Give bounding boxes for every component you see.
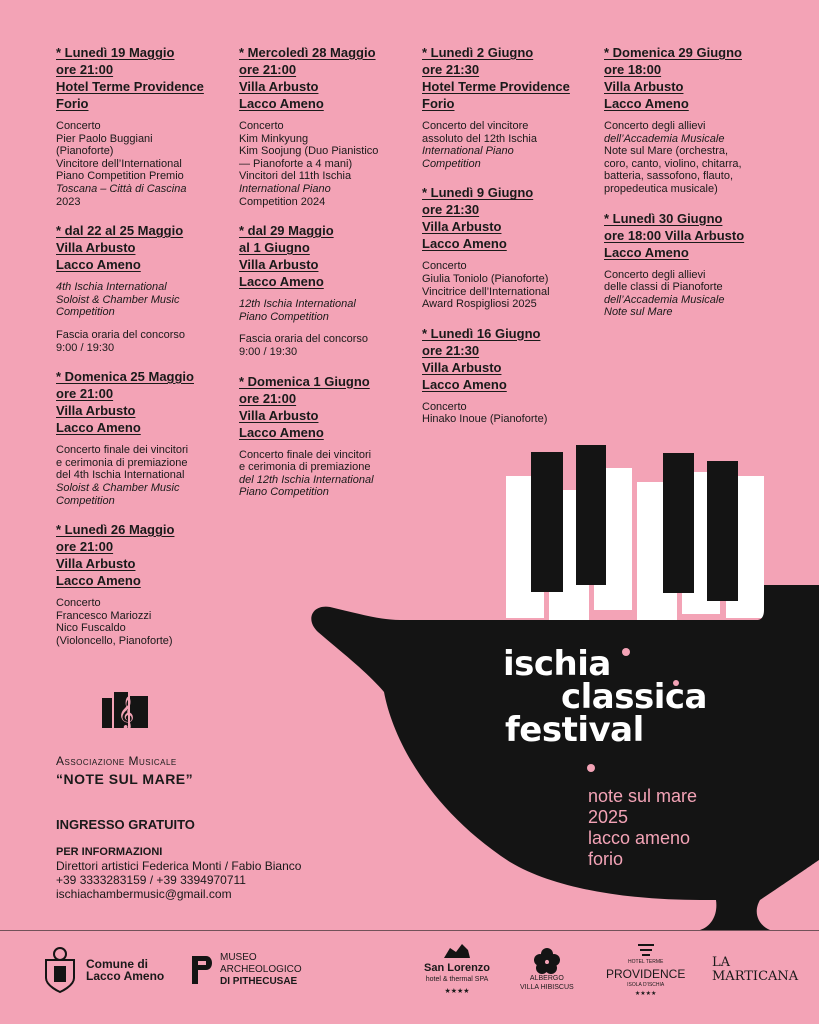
schedule-column-1: [56, 44, 232, 661]
event-town: Lacco Ameno: [239, 96, 324, 111]
event-time: ore 21:00: [56, 62, 114, 77]
event-time: ore 21:00: [239, 62, 297, 77]
event-venue: Hotel Terme Providence: [422, 79, 570, 94]
event-town: Lacco Ameno: [56, 420, 141, 436]
sponsor-sanlorenzo: San Lorenzo hotel & thermal SPA ★★★★: [424, 940, 490, 1000]
event-time: ore 21:00: [56, 386, 114, 402]
event-venue: Villa Arbusto: [239, 79, 319, 94]
event-venue: Villa Arbusto: [422, 359, 502, 375]
event-date: * Mercoledì 28 Maggio: [239, 45, 376, 60]
festival-title: ischia classica festival: [503, 644, 707, 750]
event-date: * dal 29 Maggio: [239, 223, 334, 239]
event-description: 4th Ischia International Soloist & Chamber Music Competition: [56, 281, 180, 319]
event-town: Lacco Ameno: [239, 424, 324, 440]
event-8: [422, 44, 598, 170]
event-11: [604, 44, 804, 196]
event-description: Concerto finale dei vincitori e cerimonia di premiazione del 12th Ischia International Piano Competition: [239, 448, 374, 499]
event-date: * Lunedì 30 Giugno: [604, 210, 723, 226]
schedule-column-2: [239, 44, 415, 513]
event-description: Concerto Kim Minkyung Kim Soojung (Duo Pianistico — Pianoforte a 4 mani) Vincitori del 11th Ischia International Piano Competition 2024: [239, 120, 379, 208]
event-hours-note: Fascia oraria del concorso 9:00 / 19:30: [239, 333, 369, 358]
event-time: ore 21:30: [422, 202, 480, 218]
event-6: [239, 222, 415, 358]
event-time-venue: ore 18:00 Villa Arbusto: [604, 227, 745, 243]
event-3: [56, 368, 232, 507]
event-venue: Villa Arbusto: [239, 407, 319, 423]
lion-icon: [442, 942, 472, 962]
sponsor-marticana: LA MARTICANA: [712, 955, 799, 984]
event-date: * Lunedì 2 Giugno: [422, 45, 534, 60]
event-venue: Villa Arbusto: [422, 219, 502, 235]
association-title: “NOTE SUL MARE”: [56, 771, 194, 787]
association-name: Associazione Musicale: [56, 754, 177, 768]
sponsor-providence: HOTEL TERME PROVIDENCE ISOLA D'ISCHIA ★★★★: [606, 940, 685, 1000]
event-date: * Lunedì 26 Maggio: [56, 522, 175, 538]
crest-icon: [40, 946, 80, 994]
event-date: * Lunedì 9 Giugno: [422, 185, 534, 201]
event-2: [56, 222, 232, 354]
info-block: [56, 845, 301, 901]
event-5: [239, 44, 415, 208]
event-description: 12th Ischia International Piano Competition: [239, 298, 356, 323]
event-time: ore 21:00: [239, 390, 297, 406]
event-time: ore 21:30: [422, 62, 480, 77]
hibiscus-flower-icon: [534, 948, 560, 974]
event-date: * Lunedì 19 Maggio: [56, 45, 175, 60]
event-venue: Villa Arbusto: [56, 240, 136, 256]
event-town: Forio: [56, 96, 89, 111]
event-date: * Domenica 25 Maggio: [56, 369, 194, 385]
sponsor-hibiscus: ALBERGO VILLA HIBISCUS: [520, 940, 574, 1000]
event-7: [239, 373, 415, 499]
event-date: * dal 22 al 25 Maggio: [56, 223, 184, 239]
info-heading: PER INFORMAZIONI: [56, 846, 163, 858]
event-description: Concerto degli allievi delle classi di Pianoforte dell’Accademia Musicale Note sul Mare: [604, 268, 725, 319]
event-date: * Lunedì 16 Giugno: [422, 325, 541, 341]
event-town: Lacco Ameno: [422, 236, 507, 252]
event-description: Concerto Giulia Toniolo (Pianoforte) Vincitrice dell’International Award Rospigliosi 2025: [422, 260, 550, 311]
info-email[interactable]: ischiachambermusic@gmail.com: [56, 887, 232, 901]
event-town: Lacco Ameno: [56, 257, 141, 273]
event-10: [422, 325, 598, 426]
festival-subtitle: note sul mare 2025 lacco ameno forio: [588, 786, 698, 869]
event-venue: Villa Arbusto: [604, 79, 684, 94]
event-12: [604, 210, 804, 319]
event-1: [56, 44, 232, 208]
event-9: [422, 184, 598, 310]
event-town: Lacco Ameno: [239, 274, 324, 290]
event-venue: Villa Arbusto: [239, 257, 319, 273]
event-hours-note: Fascia oraria del concorso 9:00 / 19:30: [56, 328, 186, 354]
event-venue: Villa Arbusto: [56, 403, 136, 419]
event-description: Concerto Pier Paolo Buggiani (Pianoforte) Vincitore dell’International Piano Competition Premio Toscana – Città di Cascina 2023: [56, 120, 187, 208]
event-date: * Domenica 1 Giugno: [239, 373, 370, 389]
event-venue: Villa Arbusto: [56, 556, 136, 572]
event-description: Concerto del vincitore assoluto del 12th Ischia International Piano Competition: [422, 120, 537, 170]
event-town: Forio: [422, 96, 455, 111]
treble-clef-logo-icon: [102, 690, 150, 730]
event-time: ore 21:30: [422, 342, 480, 358]
event-town: Lacco Ameno: [604, 244, 689, 260]
event-date: * Domenica 29 Giugno: [604, 45, 742, 60]
free-entry-label: INGRESSO GRATUITO: [56, 817, 195, 832]
event-time: ore 21:00: [56, 539, 114, 555]
schedule-column-3: [422, 44, 598, 440]
event-town: Lacco Ameno: [604, 96, 689, 111]
pot-body: [311, 585, 819, 930]
event-venue: Hotel Terme Providence: [56, 79, 204, 94]
sponsor-museo: MUSEO ARCHEOLOGICO DI PITHECUSAE: [190, 940, 302, 1000]
info-phones: +39 3333283159 / +39 3394970711: [56, 873, 246, 887]
footer-divider: [0, 930, 819, 931]
museum-p-icon: [190, 954, 216, 986]
event-date-end: al 1 Giugno: [239, 240, 310, 256]
svg-text:𝄞: 𝄞: [117, 696, 135, 729]
providence-logo-icon: [636, 942, 656, 958]
event-4: [56, 521, 232, 647]
event-description: Concerto degli allievi dell’Accademia Musicale Note sul Mare (orchestra, coro, canto, violino, chitarra, batteria, sassofono, flauto, propedeutica musicale): [604, 120, 742, 195]
schedule-column-4: [604, 44, 804, 333]
event-description: Concerto finale dei vincitori e cerimonia di premiazione del 4th Ischia International Soloist & Chamber Music Competition: [56, 444, 189, 507]
event-town: Lacco Ameno: [56, 573, 141, 589]
info-directors: Direttori artistici Federica Monti / Fabio Bianco: [56, 859, 302, 873]
sponsor-comune: Comune di Lacco Ameno: [40, 940, 164, 1000]
event-description: Concerto Hinako Inoue (Pianoforte): [422, 400, 548, 426]
event-town: Lacco Ameno: [422, 376, 507, 392]
event-time: ore 18:00: [604, 62, 662, 77]
event-description: Concerto Francesco Mariozzi Nico Fuscaldo (Violoncello, Pianoforte): [56, 597, 173, 647]
